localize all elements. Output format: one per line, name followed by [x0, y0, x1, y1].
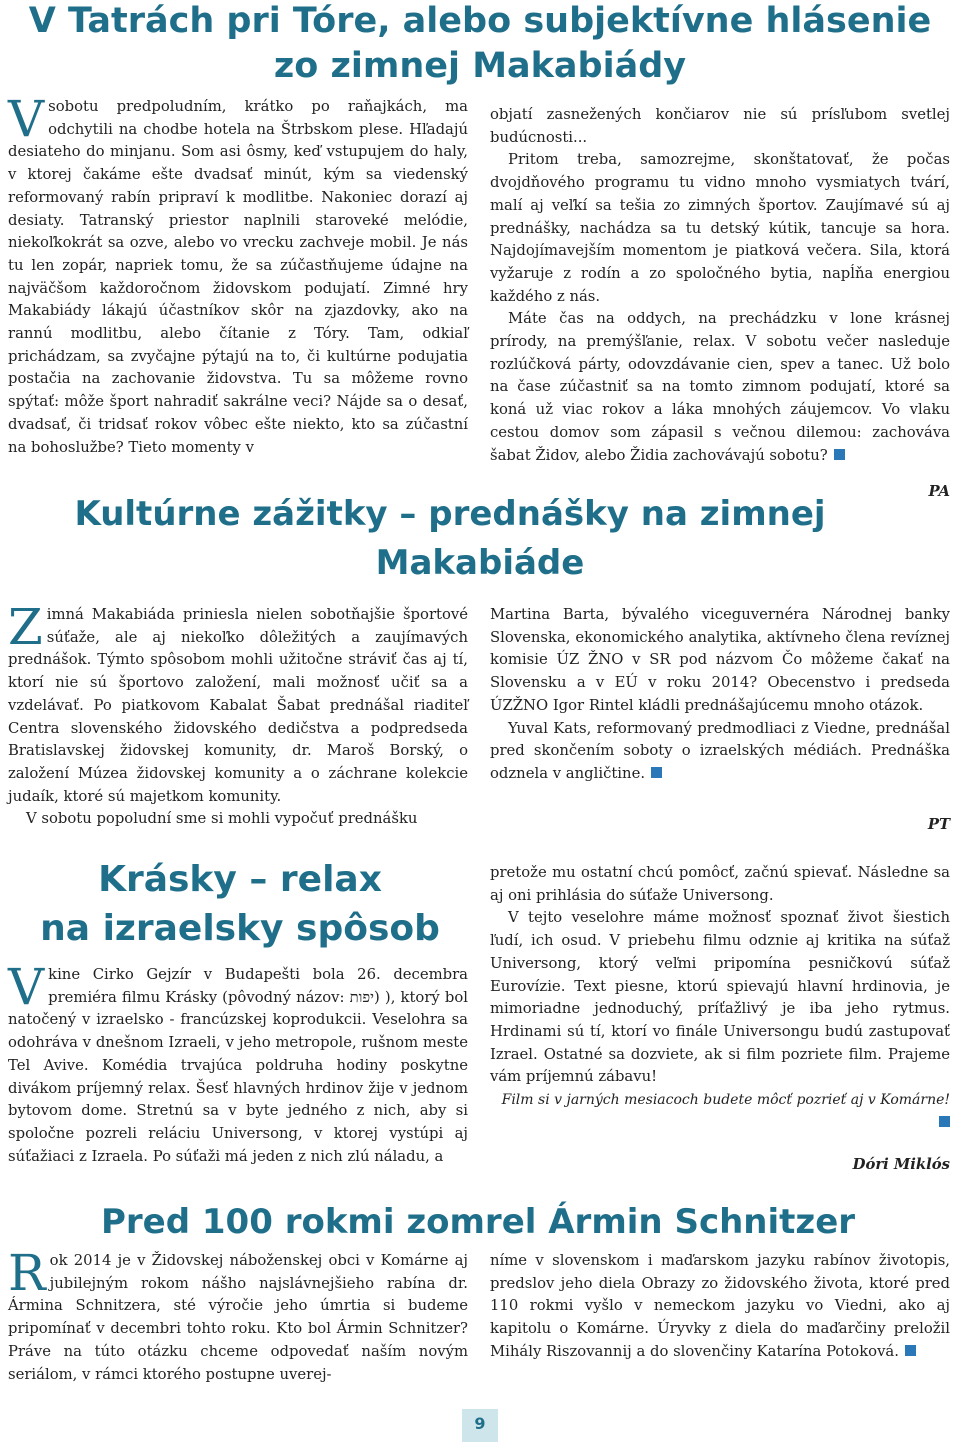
paragraph: V tejto veselohre máme možnosť spoznať život šiestich ľudí, ich osud. V priebehu filmu odznie aj kritika na súťaž Universong, ktorý veľmi pripomína pesničkovú súťaž Eurovízie. Text piesne, ktorú spievajú hlavní hrdinovia, je mimoriadne jednoduchý, príťažlivý je iba jeho rytmus. Hrdinami sú tí, ktorí vo finále Universongu budú zastupovať Izrael. Ostatné sa dozviete, ak si film pozriete film. Prajeme vám príjemnú zábavu!	[490, 909, 950, 1086]
article-title: Pred 100 rokmi zomrel Ármin Schnitzer	[100, 1202, 856, 1242]
article-title-line2: na izraelsky spôsob	[40, 908, 440, 949]
paragraph: Pritom treba, samozrejme, skonštatovať, že počas dvojdňového programu tu vidno mnoho vysmiatych tvárí, malí aj veľkí sa tešia zo zimných športov. Zaujímavé sú aj prednášky, nachádza sa tu detský kútik, tancuje sa hora. Najdojímavejším momentom je piatková večera. Sila, ktorá vyžaruje z rodín a zo spoločného bytia, napĺňa energiou každého z nás.	[490, 151, 950, 305]
article-column	[490, 1250, 950, 1364]
paragraph: imná Makabiáda priniesla nielen sobotňajšie športové súťaže, ale aj niekoľko dôležitých a zaujímavých prednášok. Týmto spôsobom mohli užitočne stráviť čas aj tí, ktorí nie sú športovo založení, mali možnosť učiť sa a vzdelávať. Po piatkovom Kabalat Šabat prednášal riaditeľ Centra slovenského židovského dedičstva a podpredseda Bratislavskej židovskej komunity, dr. Maroš Borský, o založení Múzea židovskej komunity a o záchrane kolekcie judaík, ktoré sú majetkom komunity.	[8, 606, 468, 805]
article-title: Kultúrne zážitky – prednášky na zimnej	[74, 494, 826, 534]
article-column	[490, 862, 950, 1177]
end-square-icon	[905, 1345, 916, 1356]
article-title: Krásky – relax	[98, 859, 382, 900]
paragraph: objatí zasnežených končiarov nie sú prísľubom svetlej budúcnosti...	[490, 106, 950, 146]
author-signature: PT	[927, 815, 950, 833]
end-square-icon	[651, 767, 662, 778]
closing-note: Film si v jarných mesiacoch budete môcť pozrieť aj v Komárne!	[501, 1092, 950, 1109]
end-square-icon	[834, 449, 845, 460]
paragraph: Martina Barta, bývalého viceguvernéra Národnej banky Slovenska, ekonomického analytika, aktívneho člena revíznej komisie ÚZ ŽNO v SR pod názvom Čo môžeme čakať na Slovensku a v EÚ v roku 2014? Obecenstvo i predseda ÚZŽNO Igor Rintel kládli prednášajúcemu mnoho otázok.	[490, 606, 950, 714]
article-title: V Tatrách pri Tóre, alebo subjektívne hlásenie	[28, 1, 932, 41]
article-column	[490, 604, 950, 836]
drop-cap: V	[8, 90, 45, 148]
end-square-icon	[939, 1116, 950, 1127]
paragraph: sobotu predpoludním, krátko po raňajkách, ma odchytili na chodbe hotela na Štrbskom plese. Hľadajú desiateho do minjanu. Som asi ôsmy, keď vstupujem do haly, v ktorej čakáme ešte dvadsať minút, kým sa viedenský reformovaný rabín pripraví k modlitbe. Nakoniec dorazí aj desiaty. Tatranský priestor naplnili staroveké melódie, niekoľkokrát sa ozve, alebo vo vrecku zachveje mobil. Je nás tu len zopár, napriek tomu, že sa zúčastňujeme údajne na najväčšom každoročnom židovskom podujatí. Zimné hry Makabiády lákajú účastníkov skôr na zjazdovky, ako na rannú modlitbu, alebo čítanie z Tóry. Tam, odkiaľ prichádzam, sa zvyčajne pýtajú na to, či kultúrne podujatia postačia na zachovanie židovstva. Tu sa môžeme rovno spýtať: môže šport nahradiť sakrálne veci? Nájde sa o desať, dvadsať, či tridsať rokov vôbec ešte niekto, kto sa zúčastní na bohoslužbe? Tieto momenty v	[8, 98, 468, 456]
drop-cap: R	[8, 1244, 46, 1302]
drop-cap: V	[8, 958, 45, 1016]
article-column	[490, 104, 950, 504]
article-title-line2: Makabiáde	[375, 543, 585, 583]
author-signature: PA	[928, 483, 950, 501]
paragraph: Yuval Kats, reformovaný predmodliaci z Viedne, prednášal pred skončením soboty o izraelských médiách. Prednáška odznela v angličtine.	[490, 719, 950, 782]
paragraph: V sobotu popoludní sme si mohli vypočuť prednášku	[26, 810, 418, 828]
author-signature: Dóri Miklós	[852, 1156, 950, 1174]
paragraph: Máte čas na oddych, na prechádzku v lone krásnej prírody, na premýšľanie, relax. V sobotu večer nasleduje rozlúčková párty, odovzdávanie cien, spev a tanec. Už bolo na čase zúčastniť sa na tomto zimnom podujatí, ktoré sa koná už viac rokov a láka mnohých záujemcov. Vo vlaku cestou domov som zápasil s večnou dilemou: zachováva šabat Židov, alebo Židia zachovávajú sobotu?	[490, 310, 950, 464]
page-number: 9	[474, 1414, 486, 1433]
article-column	[8, 1244, 468, 1386]
paragraph: pretože mu ostatní chcú pomôcť, začnú spievať. Následne sa aj oni prihlásia do súťaže Universong.	[490, 864, 950, 904]
drop-cap: Z	[8, 598, 43, 656]
article-column	[8, 598, 468, 831]
article-column	[8, 958, 468, 1168]
paragraph: kine Cirko Gejzír v Budapešti bola 26. decembra premiéra filmu Krásky (pôvodný názov: יפות) ), ktorý bol natočený v izraelsko - francúzskej koprodukcii. Veselohra sa odohráva v dnešnom Izraeli, v jeho metropole, rušnom meste Tel Avive. Komédia trvajúca poldruha hodiny poskytne divákom príjemný relax. Šesť hlavných hrdinov žije v jednom bytovom dome. Stretnú sa v byte jedného z nich, aby si spoločne pozreli reláciu Universong, v ktorej vystúpi aj súťažiaci z Izraela. Po súťaži má jeden z nich zlú náladu, a	[8, 966, 468, 1165]
paragraph: ok 2014 je v Židovskej náboženskej obci v Komárne aj jubilejným rokom nášho najslávnejšieho rabína dr. Ármina Schnitzera, sté výročie jeho úmrtia si budeme pripomínať v decembri tohto roku. Kto bol Ármin Schnitzer? Práve na túto otázku chceme odpovedať naším novým seriálom, v rámci ktorého postupne uverej-	[8, 1252, 468, 1383]
article-column	[8, 90, 468, 459]
paragraph: níme v slovenskom i maďarskom jazyku rabínov životopis, predslov jeho diela Obrazy zo židovského života, ktoré pred 110 rokmi vyšlo v nemeckom jazyku vo Viedni, ako aj kapitolu o Komárne. Úryvky z diela do maďarčiny preložil Mihály Riszovannij a do slovenčiny Katarína Potoková.	[490, 1252, 950, 1360]
article-title-line2: zo zimnej Makabiády	[273, 46, 687, 86]
